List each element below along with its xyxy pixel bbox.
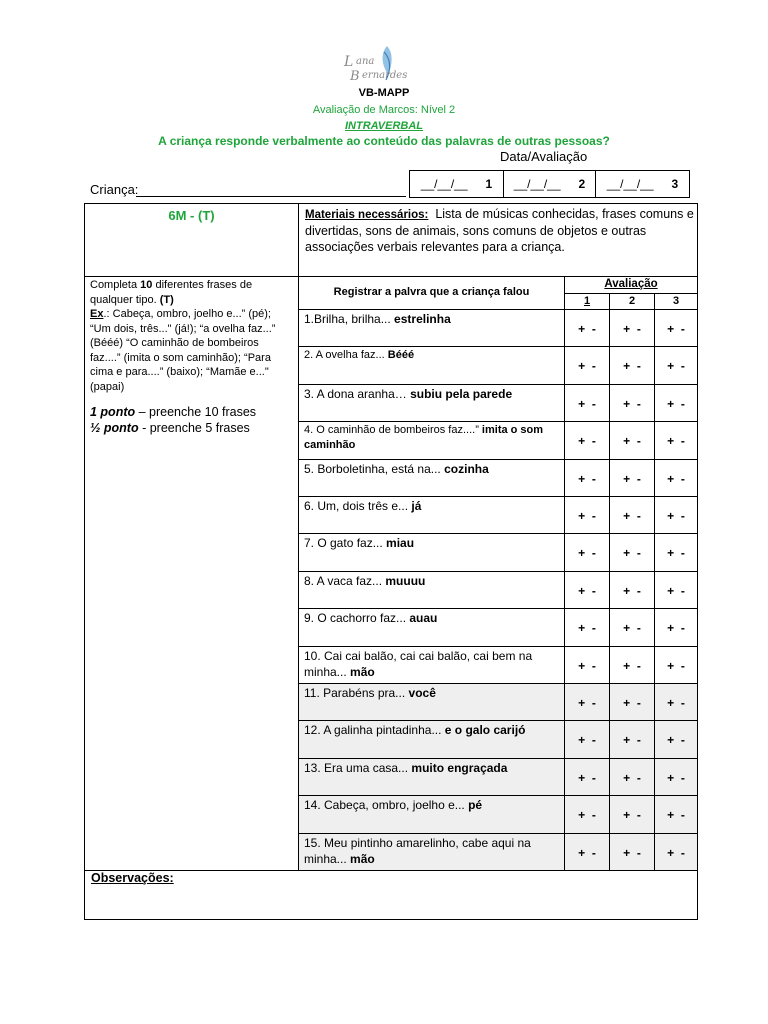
score-mark-2[interactable]: + -: [623, 733, 641, 748]
score-mark-3[interactable]: + -: [667, 808, 685, 823]
score-mark-1[interactable]: + -: [578, 546, 596, 561]
date-label: Data/Avaliação: [500, 149, 588, 164]
date-placeholder: __/__/__: [420, 177, 468, 191]
item-6-text: 6. Um, dois três e... já: [304, 499, 422, 513]
score-mark-1[interactable]: + -: [578, 808, 596, 823]
score-mark-3[interactable]: + -: [667, 770, 685, 785]
score-mark-2[interactable]: + -: [623, 359, 641, 374]
svg-text:B: B: [350, 69, 360, 84]
score-mark-3[interactable]: + -: [667, 583, 685, 598]
eval-col-3: 3: [672, 295, 680, 307]
observations-label: Observações:: [91, 871, 174, 885]
score-mark-1[interactable]: + -: [578, 471, 596, 486]
score-mark-1[interactable]: + -: [578, 359, 596, 374]
score-mark-3[interactable]: + -: [667, 509, 685, 523]
score-mark-1[interactable]: + -: [578, 770, 596, 785]
score-mark-2[interactable]: + -: [623, 471, 641, 486]
score-mark-3[interactable]: + -: [667, 621, 685, 636]
eval-col-2: 2: [628, 295, 636, 307]
score-mark-2[interactable]: + -: [623, 621, 641, 636]
date-number: 3: [671, 177, 679, 191]
score-mark-2[interactable]: + -: [623, 696, 641, 710]
score-mark-1[interactable]: + -: [578, 434, 596, 449]
date-box-1[interactable]: [409, 170, 504, 198]
scoring-text: 1 ponto – preenche 10 frases ½ ponto - preenche 5 frases: [90, 405, 257, 435]
date-number: 2: [578, 177, 586, 191]
svg-text:L: L: [344, 54, 354, 70]
score-mark-3[interactable]: + -: [667, 471, 685, 486]
score-mark-2[interactable]: + -: [623, 434, 641, 449]
item-1-text: 1.Brilha, brilha... estrelinha: [304, 312, 451, 326]
logo: [340, 44, 430, 86]
item-4-text: 4. O caminhão de bombeiros faz....” imita o som caminhão: [304, 424, 544, 452]
score-mark-1[interactable]: + -: [578, 509, 596, 523]
item-12-text: 12. A galinha pintadinha... e o galo carijó: [304, 723, 526, 738]
score-mark-3[interactable]: + -: [667, 845, 685, 860]
assessment-table: [84, 203, 698, 920]
date-box-2[interactable]: [503, 170, 596, 198]
item-9-text: 9. O cachorro faz... auau: [304, 611, 438, 626]
score-mark-3[interactable]: + -: [667, 696, 685, 710]
date-placeholder: __/__/__: [606, 177, 654, 191]
item-13-text: 13. Era uma casa... muito engraçada: [304, 760, 508, 775]
eval-col-1: 1: [583, 295, 591, 307]
svg-text:ana: ana: [356, 56, 375, 67]
question-text: A criança responde verbalmente ao conteúdo das palavras de outras pessoas?: [158, 134, 610, 148]
score-mark-1[interactable]: + -: [578, 696, 596, 710]
score-mark-2[interactable]: + -: [623, 583, 641, 598]
item-5-text: 5. Borboletinha, está na... cozinha: [304, 461, 489, 476]
score-mark-2[interactable]: + -: [623, 509, 641, 523]
item-14-text: 14. Cabeça, ombro, joelho e... pé: [304, 798, 483, 813]
item-11-text: 11. Parabéns pra... você: [304, 686, 436, 700]
score-mark-3[interactable]: + -: [667, 322, 685, 336]
score-mark-2[interactable]: + -: [623, 845, 641, 860]
instructions-text: Completa 10 diferentes frases de qualquer tipo. (T) Ex.: Cabeça, ombro, joelho e...” (pé); “Um dois, três..." (já!); “a ovelha faz...” (Bééé) “O caminhão de bombeiros faz....” (imita o som caminhão); “Para cima e para....” (baixo); “Mamãe e..." (papai): [90, 279, 276, 393]
score-mark-1[interactable]: + -: [578, 658, 596, 673]
score-mark-1[interactable]: + -: [578, 733, 596, 748]
score-mark-1[interactable]: + -: [578, 621, 596, 636]
score-mark-1[interactable]: + -: [578, 322, 596, 336]
score-mark-2[interactable]: + -: [623, 396, 641, 411]
item-3-text: 3. A dona aranha… subiu pela parede: [304, 386, 513, 401]
child-name-field[interactable]: [136, 196, 406, 197]
score-mark-1[interactable]: + -: [578, 583, 596, 598]
score-mark-2[interactable]: + -: [623, 322, 641, 336]
evaluation-header: Avaliação: [604, 278, 658, 290]
item-7-text: 7. O gato faz... miau: [304, 536, 415, 551]
score-mark-3[interactable]: + -: [667, 396, 685, 411]
score-mark-2[interactable]: + -: [623, 770, 641, 785]
date-number: 1: [485, 177, 493, 191]
svg-text:ernardes: ernardes: [362, 70, 408, 81]
item-10-text: 10. Cai cai balão, cai cai balão, cai bem na minha... mão: [304, 648, 533, 679]
score-mark-1[interactable]: + -: [578, 845, 596, 860]
child-label: Criança:: [90, 182, 139, 197]
form-title: VB-MAPP: [358, 87, 410, 99]
level-label: 6M - (T): [168, 208, 215, 223]
score-mark-2[interactable]: + -: [623, 808, 641, 823]
score-mark-2[interactable]: + -: [623, 658, 641, 673]
score-mark-2[interactable]: + -: [623, 546, 641, 561]
date-placeholder: __/__/__: [513, 177, 561, 191]
score-mark-3[interactable]: + -: [667, 359, 685, 374]
area-title: INTRAVERBAL: [344, 120, 423, 132]
register-header: Registrar a palvra que a criança falou: [333, 286, 530, 298]
score-mark-3[interactable]: + -: [667, 658, 685, 673]
materials-text: Materiais necessários: Lista de músicas conhecidas, frases comuns e divertidas, sons de animais, sons comuns de objetos e outras associações verbais relevantes para a criança.: [305, 207, 694, 254]
item-8-text: 8. A vaca faz... muuuu: [304, 573, 426, 588]
item-15-text: 15. Meu pintinho amarelinho, cabe aqui na minha... mão: [304, 835, 531, 866]
date-box-3[interactable]: [595, 170, 690, 198]
score-mark-3[interactable]: + -: [667, 546, 685, 561]
score-mark-3[interactable]: + -: [667, 733, 685, 748]
form-subtitle: Avaliação de Marcos: Nível 2: [312, 104, 456, 116]
score-mark-1[interactable]: + -: [578, 396, 596, 411]
score-mark-3[interactable]: + -: [667, 434, 685, 449]
item-2-text: 2. A ovelha faz... Bééé: [304, 349, 415, 362]
